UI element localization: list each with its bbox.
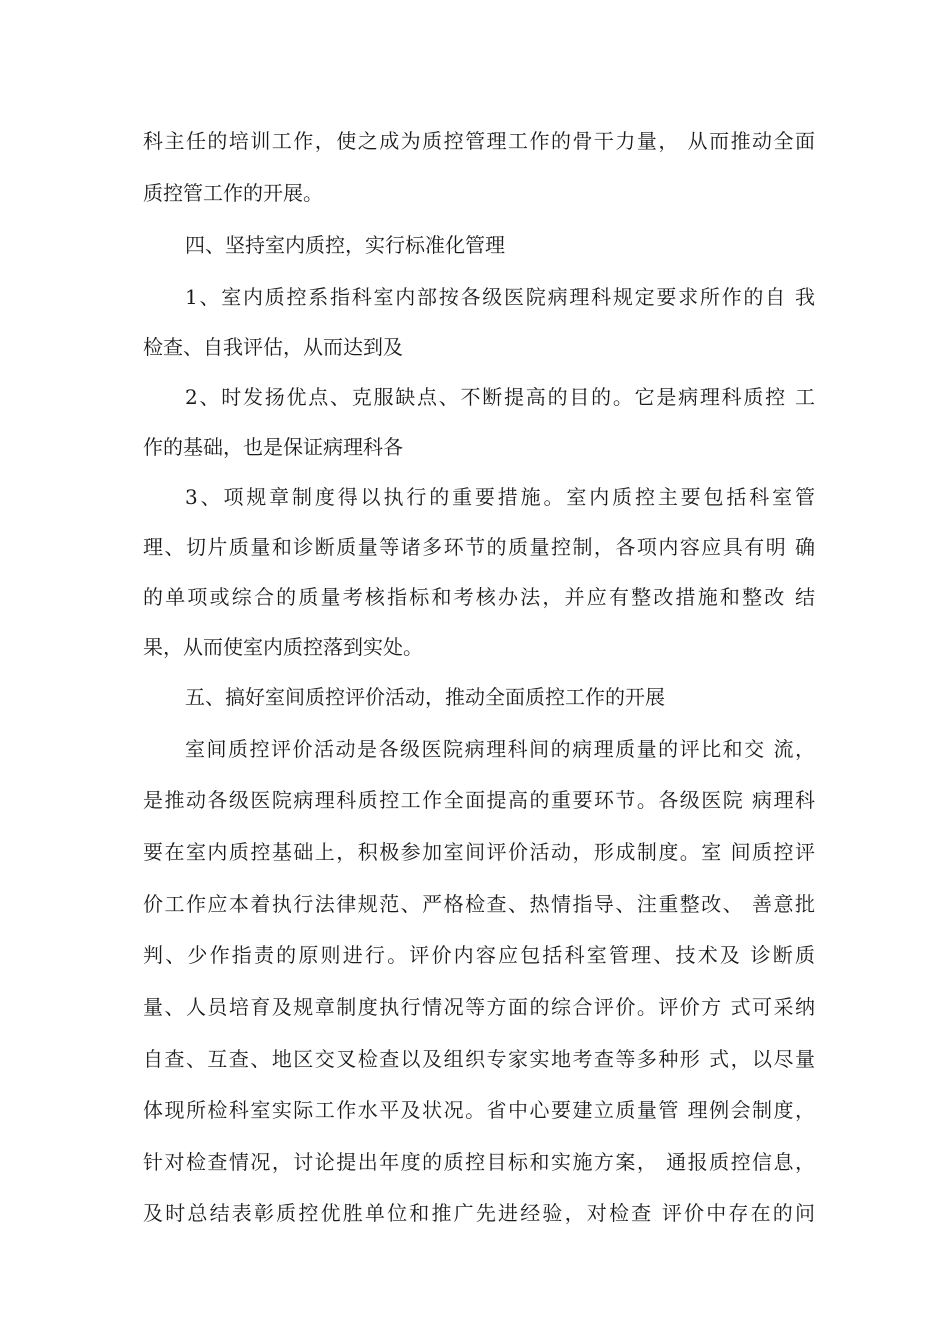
text-line: 及时总结表彰质控优胜单位和推广先进经验，对检查 评价中存在的问 (143, 1201, 815, 1225)
section-heading: 五、搞好室间质控评价活动，推动全面质控工作的开展 (185, 685, 665, 709)
text-line: 是推动各级医院病理科质控工作全面提高的重要环节。各级医院 病理科 (143, 788, 815, 812)
text-line: 3、项规章制度得以执行的重要措施。室内质控主要包括科室管 (185, 485, 815, 509)
text-line: 果，从而使室内质控落到实处。 (143, 635, 423, 659)
text-line: 要在室内质控基础上，积极参加室间评价活动，形成制度。室 间质控评 (143, 840, 815, 864)
text-line: 1、室内质控系指科室内部按各级医院病理科规定要求所作的自 我 (185, 285, 815, 309)
text-line: 科主任的培训工作，使之成为质控管理工作的骨干力量， 从而推动全面 (143, 129, 815, 153)
text-line: 针对检查情况，讨论提出年度的质控目标和实施方案， 通报质控信息， (143, 1150, 815, 1174)
text-line: 质控管工作的开展。 (143, 181, 323, 205)
text-line: 量、人员培育及规章制度执行情况等方面的综合评价。评价方 式可采纳 (143, 995, 815, 1019)
text-line: 作的基础，也是保证病理科各 (143, 435, 403, 459)
text-line: 价工作应本着执行法律规范、严格检查、热情指导、注重整改、 善意批 (143, 892, 815, 916)
text-line: 2、时发扬优点、克服缺点、不断提高的目的。它是病理科质控 工 (185, 385, 815, 409)
text-line: 自查、互查、地区交叉检查以及组织专家实地考查等多种形 式，以尽量 (143, 1047, 815, 1071)
text-line: 的单项或综合的质量考核指标和考核办法，并应有整改措施和整改 结 (143, 585, 815, 609)
text-line: 室间质控评价活动是各级医院病理科间的病理质量的评比和交 流， (185, 737, 815, 761)
text-line: 体现所检科室实际工作水平及状况。省中心要建立质量管 理例会制度， (143, 1098, 815, 1122)
section-heading: 四、坚持室内质控，实行标准化管理 (185, 233, 505, 257)
text-line: 判、少作指责的原则进行。评价内容应包括科室管理、技术及 诊断质 (143, 943, 815, 967)
text-line: 检查、自我评估，从而达到及 (143, 335, 403, 359)
text-line: 理、切片质量和诊断质量等诸多环节的质量控制，各项内容应具有明 确 (143, 535, 815, 559)
